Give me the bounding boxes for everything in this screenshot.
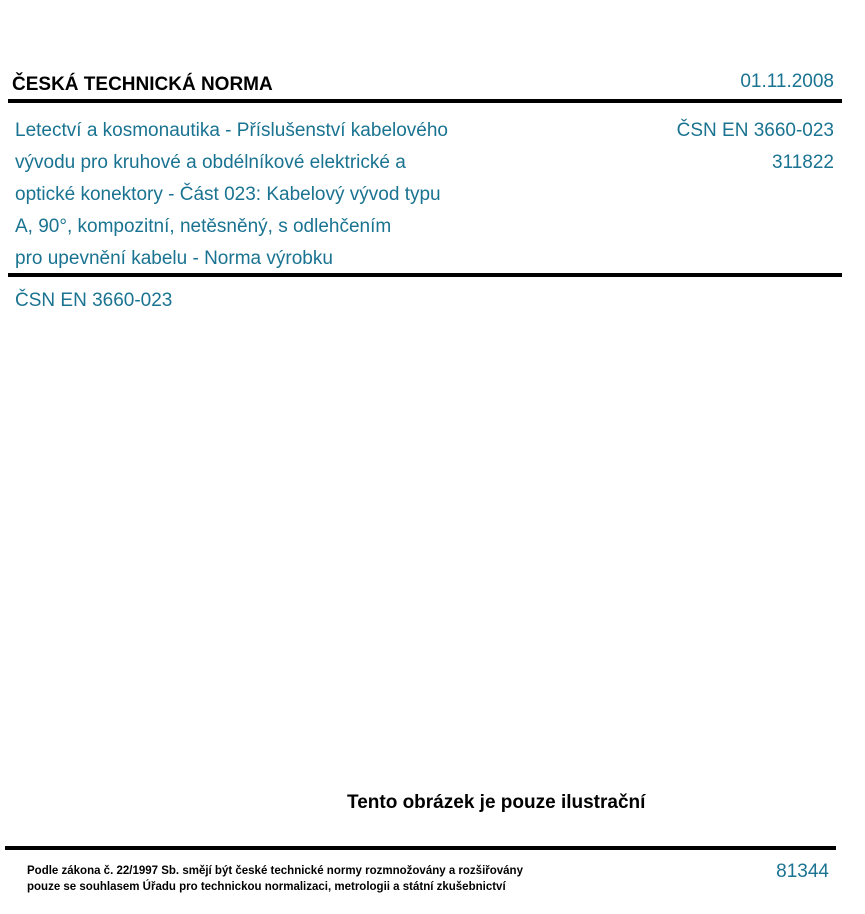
standard-title-line: optické konektory - Část 023: Kabelový vývod typu	[15, 184, 441, 205]
title-divider	[8, 273, 842, 277]
standard-designation: ČSN EN 3660-023	[676, 120, 834, 141]
standard-title-line: Letectví a kosmonautika - Příslušenství kabelového	[15, 120, 449, 141]
standard-title	[15, 115, 448, 275]
classification-code: 311822	[772, 152, 834, 173]
standard-designation-repeat: ČSN EN 3660-023	[15, 290, 173, 311]
illustration-note: Tento obrázek je pouze ilustrační	[347, 792, 646, 813]
footer-divider	[5, 846, 836, 850]
copyright-notice-line: Podle zákona č. 22/1997 Sb. smějí být české technické normy rozmnožovány a rozšiřovány	[27, 865, 523, 877]
publication-date: 01.11.2008	[740, 71, 834, 92]
standard-title-line: vývodu pro kruhové a obdélníkové elektrické a	[15, 152, 406, 173]
standard-title-line: A, 90°, kompozitní, netěsněný, s odlehčením	[15, 216, 392, 237]
copyright-notice-line: pouze se souhlasem Úřadu pro technickou normalizaci, metrologii a státní zkušebnictví	[27, 881, 506, 893]
header-divider	[8, 99, 842, 103]
standard-codes	[677, 115, 834, 179]
standard-title-line: pro upevnění kabelu - Norma výrobku	[15, 248, 333, 269]
document-type-heading: ČESKÁ TECHNICKÁ NORMA	[12, 74, 273, 95]
catalog-number: 81344	[776, 861, 829, 882]
copyright-notice	[27, 863, 523, 895]
